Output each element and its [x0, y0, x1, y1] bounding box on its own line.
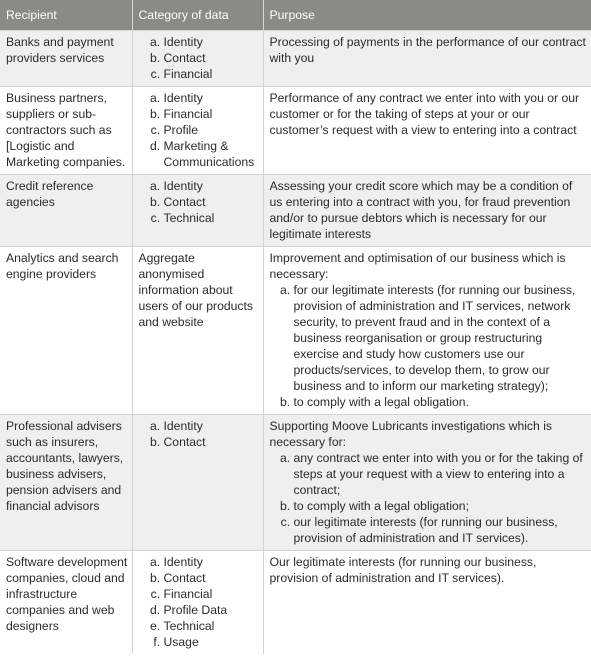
category-item: c. Financial [164, 66, 259, 82]
category-item: a. Identity [164, 418, 259, 434]
header-category: Category of data [132, 0, 263, 31]
recipient-cell: Analytics and search engine providers [0, 247, 132, 415]
category-item: a. Identity [164, 554, 259, 570]
purpose-text: Performance of any contract we enter into with you or our customer or for the taking of steps at your or our customer’s request with a view to entering into a contract [269, 91, 580, 137]
category-cell [132, 415, 263, 551]
category-cell: Aggregate anonymised information about users of our products and website [132, 247, 263, 415]
category-item: a. Identity [164, 34, 259, 50]
category-list [139, 178, 259, 226]
category-list [139, 418, 259, 450]
category-item: f. Usage [164, 634, 259, 650]
category-item: b. Contact [164, 194, 259, 210]
table-row [0, 31, 591, 87]
purpose-cell [263, 247, 591, 415]
category-item: d. Marketing & Communications [164, 138, 259, 170]
purpose-cell [263, 87, 591, 175]
purpose-cell [263, 551, 591, 655]
table-row [0, 87, 591, 175]
purpose-item: a. any contract we enter into with you or for the taking of steps at your request with a view to entering into a contract; [294, 450, 588, 498]
purpose-list [270, 450, 588, 546]
table-row [0, 551, 591, 655]
table-header-row [0, 0, 591, 31]
purpose-text: Improvement and optimisation of our business which is necessary: [269, 251, 566, 281]
purpose-text: Assessing your credit score which may be a condition of us entering into a contract with you, for fraud prevention and/or to pursue debtors which is necessary for our legitimate interests [269, 179, 573, 241]
category-list [139, 90, 259, 170]
purpose-item: b. to comply with a legal obligation. [294, 394, 588, 410]
category-item: d. Profile Data [164, 602, 259, 618]
category-item: c. Financial [164, 586, 259, 602]
recipient-cell: Business partners, suppliers or sub-contractors such as [Logistic and Marketing companies. [0, 87, 132, 175]
purpose-text: Processing of payments in the performance of our contract with you [269, 35, 586, 65]
table-row [0, 175, 591, 247]
category-item: e. Technical [164, 618, 259, 634]
recipient-cell: Credit reference agencies [0, 175, 132, 247]
purpose-list [270, 282, 588, 410]
table-row [0, 247, 591, 415]
category-list [139, 554, 259, 650]
category-item: a. Identity [164, 90, 259, 106]
category-item: b. Contact [164, 50, 259, 66]
recipient-cell: Software development companies, cloud and infrastructure companies and web designers [0, 551, 132, 655]
category-list [139, 34, 259, 82]
category-item: c. Profile [164, 122, 259, 138]
purpose-cell [263, 415, 591, 551]
category-item: b. Financial [164, 106, 259, 122]
purpose-text: Our legitimate interests (for running our business, provision of administration and IT services). [269, 555, 537, 585]
category-cell [132, 175, 263, 247]
purpose-cell [263, 175, 591, 247]
purpose-cell [263, 31, 591, 87]
category-item: b. Contact [164, 570, 259, 586]
header-recipient: Recipient [0, 0, 132, 31]
category-cell [132, 87, 263, 175]
header-purpose: Purpose [263, 0, 591, 31]
recipient-cell: Banks and payment providers services [0, 31, 132, 87]
purpose-item: c. our legitimate interests (for running our business, provision of administration and IT services). [294, 514, 588, 546]
purpose-item: a. for our legitimate interests (for running our business, provision of administration and IT services, network security, to prevent fraud and in the context of a business reorganisation or group restructuring exercise and study how customers use our products/services, to develop them, to grow our business and to inform our marketing strategy); [294, 282, 588, 394]
category-item: c. Technical [164, 210, 259, 226]
category-cell [132, 31, 263, 87]
purpose-item: b. to comply with a legal obligation; [294, 498, 588, 514]
category-cell [132, 551, 263, 655]
table-row [0, 415, 591, 551]
category-item: a. Identity [164, 178, 259, 194]
recipient-cell: Professional advisers such as insurers, accountants, lawyers, business advisers, pension advisers and financial advisors [0, 415, 132, 551]
category-item: b. Contact [164, 434, 259, 450]
purpose-text: Supporting Moove Lubricants investigations which is necessary for: [269, 419, 552, 449]
